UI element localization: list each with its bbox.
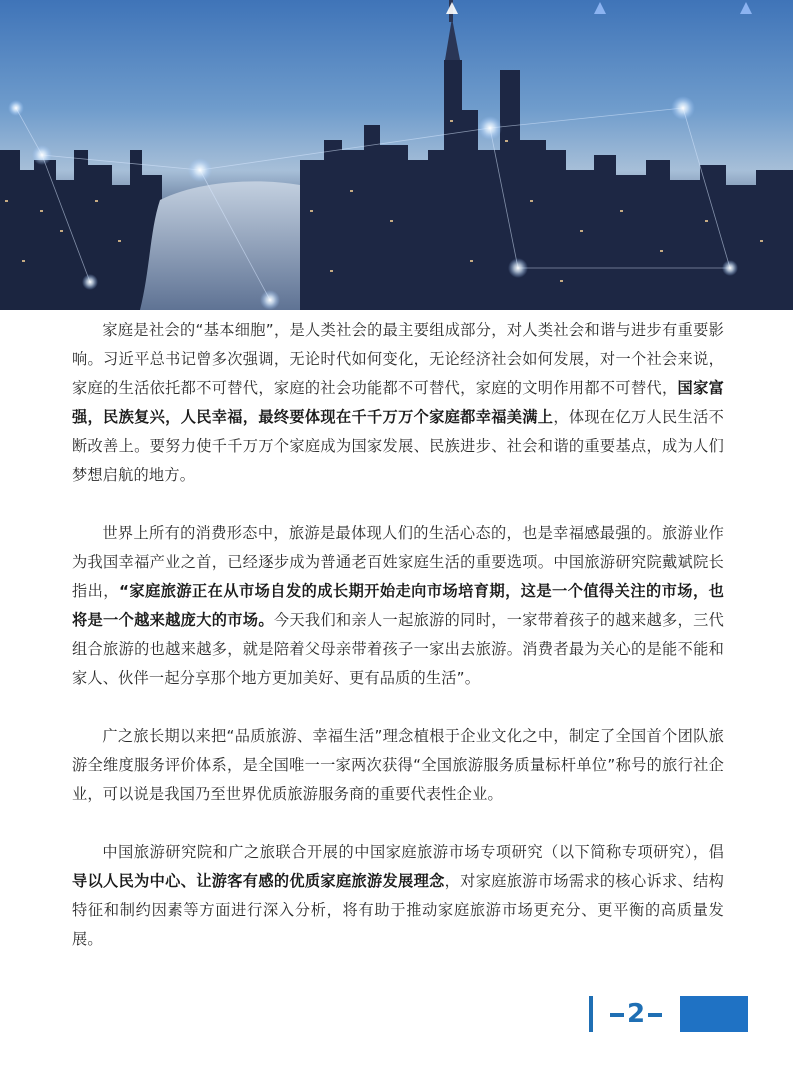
article-body bbox=[72, 316, 724, 954]
paragraph-4-text-end: ，对家庭旅游市场需求的核心诉求、结构特征和制约因素等方面进行深入分析，将有助于推动家庭旅游市场更充分、更平衡的高质量发展。 bbox=[72, 872, 724, 948]
paragraph-2-text: 世界上所有的消费形态中，旅游是最体现人们的生活心态的，也是幸福感最强的。旅游业作为我国幸福产业之首，已经逐步成为普通老百姓家庭生活的重要选项。中国旅游研究院戴斌院长指出， bbox=[72, 524, 724, 600]
paragraph-2-emphasis: “家庭旅游正在从市场自发的成长期开始走向市场培育期，这是一个值得关注的市场，也将是一个越来越庞大的市场。 bbox=[72, 582, 724, 629]
paragraph-research-intro bbox=[72, 838, 724, 954]
footer-corner-block bbox=[680, 996, 748, 1032]
paragraph-1-text: 家庭是社会的“基本细胞”，是人类社会的最主要组成部分，对人类社会和谐与进步有重要影响。习近平总书记曾多次强调，无论时代如何变化，无论经济社会如何发展，对一个社会来说，家庭的生活依托都不可替代，家庭的社会功能都不可替代，家庭的文明作用都不可替代， bbox=[72, 321, 724, 397]
paragraph-2-text-end: 今天我们和亲人一起旅游的同时，一家带着孩子的越来越多，三代组合旅游的也越来越多，就是陪着父母亲带着孩子一家出去旅游。消费者最为关心的是能不能和家人、伙伴一起分享那个地方更加美好、更有品质的生活”。 bbox=[72, 611, 724, 687]
paragraph-1-emphasis: 国家富强，民族复兴，人民幸福，最终要体现在千千万万个家庭都幸福美满上 bbox=[72, 379, 724, 426]
footer-divider-bar bbox=[589, 996, 593, 1032]
page-number bbox=[604, 998, 668, 1030]
paragraph-family-importance bbox=[72, 316, 724, 490]
paragraph-4-text: 中国旅游研究院和广之旅联合开展的中国家庭旅游市场专项研究（以下简称专项研究），倡 bbox=[102, 843, 724, 861]
paragraph-tourism-consumption bbox=[72, 519, 724, 693]
paragraph-company-profile bbox=[72, 722, 724, 809]
paragraph-1-text-end: ，体现在亿万人民生活不断改善上。要努力使千千万万个家庭成为国家发展、民族进步、社会和谐的重要基点，成为人们梦想启航的地方。 bbox=[72, 408, 725, 484]
paragraph-3-text: 广之旅长期以来把“品质旅游、幸福生活”理念植根于企业文化之中，制定了全国首个团队旅游全维度服务评价体系，是全国唯一一家两次获得“全国旅游服务质量标杆单位”称号的旅行社企业，可以说是我国乃至世界优质旅游服务商的重要代表性企业。 bbox=[72, 727, 724, 803]
paragraph-4-emphasis: 导以人民为中心、让游客有感的优质家庭旅游发展理念 bbox=[72, 872, 445, 890]
hero-cityscape-image bbox=[0, 0, 793, 310]
page-number-value: 2 bbox=[626, 999, 646, 1029]
